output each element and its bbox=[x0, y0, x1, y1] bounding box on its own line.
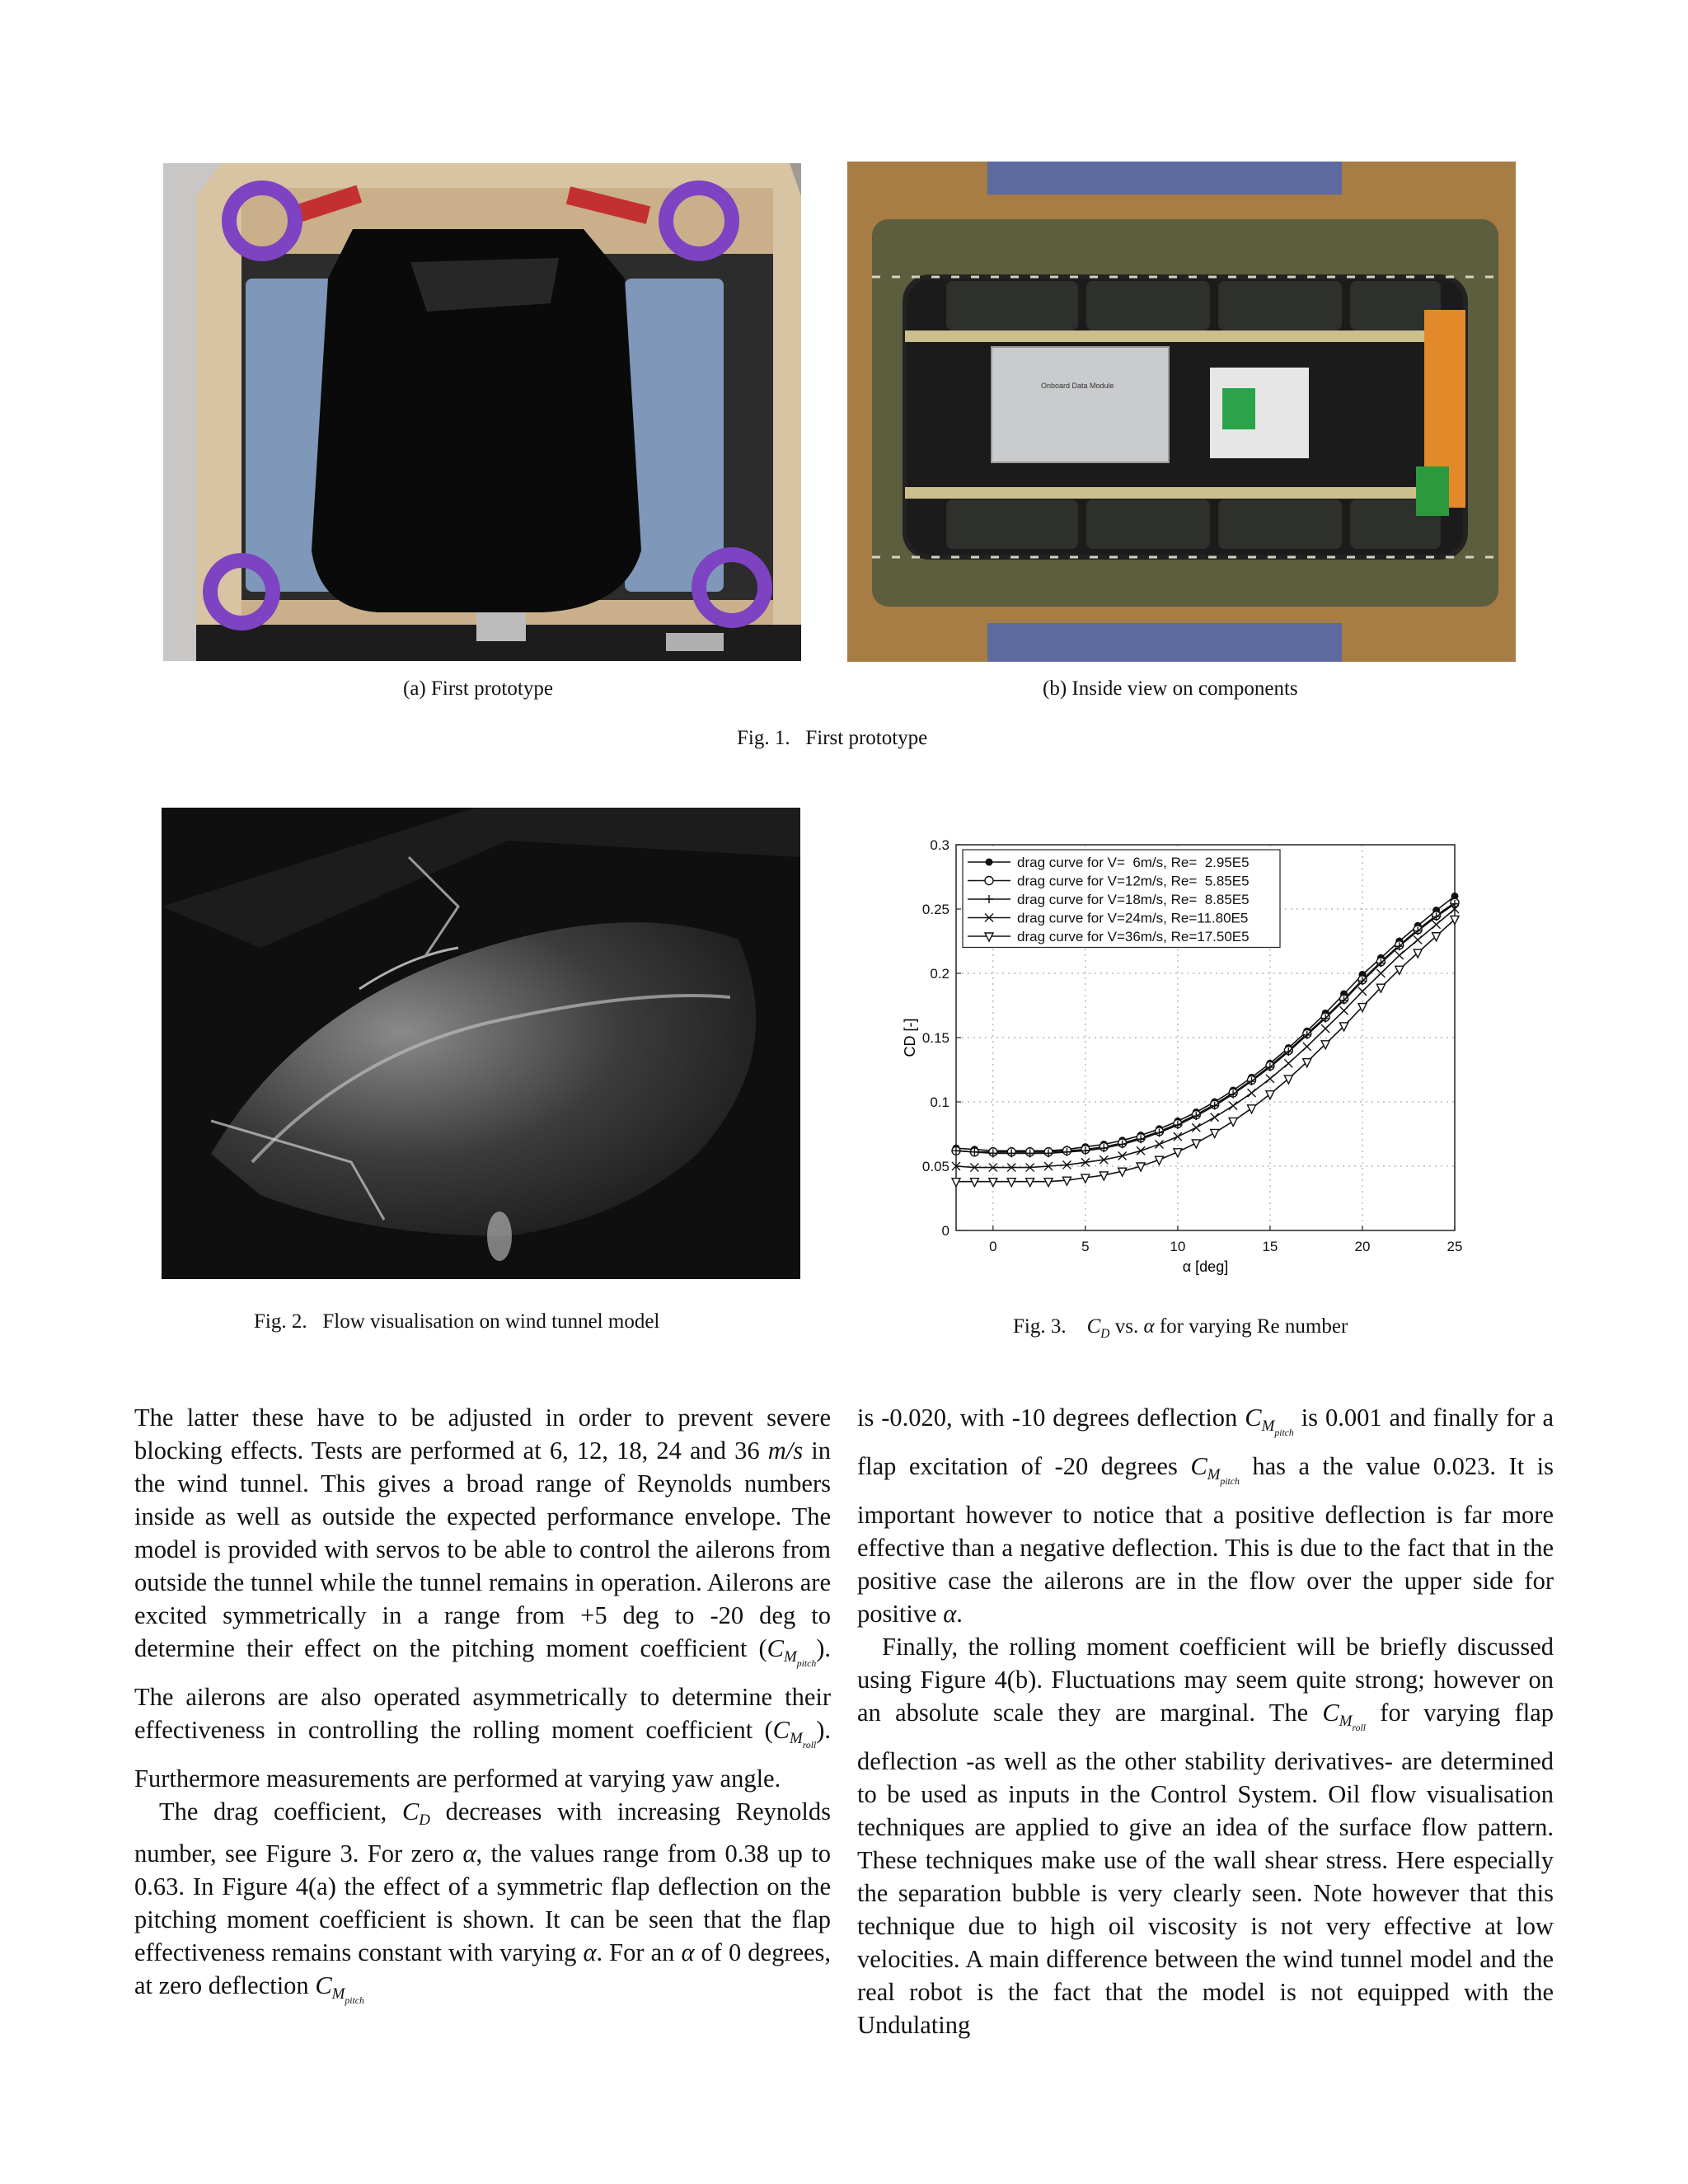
module-label: Onboard Data Module bbox=[1041, 382, 1114, 390]
data-point bbox=[1026, 1179, 1034, 1187]
data-point bbox=[1432, 933, 1441, 941]
figure-3-caption-vs: vs. bbox=[1114, 1315, 1139, 1338]
x-tick-label: 0 bbox=[989, 1239, 997, 1254]
figure-3-caption-prefix: Fig. 3. bbox=[1013, 1315, 1067, 1338]
x-tick-label: 25 bbox=[1447, 1239, 1463, 1254]
figure-3-chart bbox=[898, 828, 1492, 1290]
data-point bbox=[1358, 987, 1367, 996]
data-point bbox=[1248, 1105, 1256, 1113]
data-point bbox=[1303, 1043, 1311, 1051]
legend-label: drag curve for V= 6m/s, Re= 2.95E5 bbox=[1017, 855, 1250, 870]
figure-1b-caption: (b) Inside view on components bbox=[1043, 677, 1298, 700]
data-point bbox=[1321, 1024, 1329, 1033]
figure-3-caption-cd: $C_D$ bbox=[1086, 1315, 1110, 1341]
cm-roll-symbol: $C_{M_{roll}}$ bbox=[772, 1716, 817, 1750]
figure-3-caption-rest: for varying Re number bbox=[1159, 1315, 1348, 1338]
cm-pitch-symbol: $C_{M_{pitch}}$ bbox=[767, 1634, 817, 1669]
y-tick-label: 0.2 bbox=[930, 966, 950, 982]
data-point bbox=[1155, 1140, 1163, 1148]
x-tick-label: 5 bbox=[1081, 1239, 1090, 1254]
data-point bbox=[985, 877, 993, 885]
y-tick-label: 0.25 bbox=[921, 902, 950, 917]
alpha-symbol: α bbox=[943, 1600, 957, 1628]
cm-roll-symbol: $C_{M_{roll}}$ bbox=[1322, 1699, 1367, 1733]
data-point bbox=[970, 1179, 978, 1187]
data-point bbox=[1432, 921, 1441, 929]
y-tick-label: 0.05 bbox=[921, 1159, 950, 1174]
cm-pitch-symbol: $C_{M_{pitch}}$ bbox=[1245, 1404, 1294, 1438]
y-tick-label: 0.15 bbox=[921, 1030, 950, 1046]
figure-1a-photo bbox=[163, 163, 801, 661]
cd-symbol: $C_D$ bbox=[401, 1797, 430, 1829]
data-point bbox=[1451, 916, 1459, 924]
figure-2-photo bbox=[162, 808, 800, 1279]
data-point bbox=[1137, 1146, 1145, 1155]
alpha-symbol: α bbox=[583, 1938, 597, 1966]
data-point bbox=[1414, 949, 1422, 958]
y-tick-label: 0.1 bbox=[930, 1094, 950, 1110]
legend-label: drag curve for V=12m/s, Re= 5.85E5 bbox=[1017, 873, 1250, 889]
data-point bbox=[1229, 1102, 1237, 1110]
left-text-column bbox=[134, 1401, 831, 2018]
data-point bbox=[1303, 1059, 1311, 1067]
data-point bbox=[1044, 1179, 1053, 1187]
data-point bbox=[986, 859, 993, 866]
x-axis-label: α [deg] bbox=[1182, 1258, 1229, 1275]
figure-1-caption: Fig. 1. First prototype bbox=[737, 727, 928, 749]
data-point bbox=[989, 1179, 997, 1187]
prototype-case-illustration bbox=[163, 163, 801, 661]
cm-pitch-symbol: $C_{M_{pitch}}$ bbox=[1190, 1452, 1240, 1487]
right-text-column bbox=[857, 1401, 1554, 2041]
data-point bbox=[1284, 1076, 1292, 1084]
y-axis-label: CD [-] bbox=[902, 1018, 918, 1057]
data-point bbox=[1192, 1123, 1200, 1132]
data-point bbox=[952, 1179, 960, 1187]
left-paragraph-2: The drag coefficient, $C_D$ decreases with increasing Reynolds number, see Figure 3. For zero α, the values range from 0.38 up to 0.63. In Figure 4(a) the effect of a symmetric flap deflection on the pitching moment coefficient is shown. It can be seen that the flap effectiveness remains constant with varying α. For an α of 0 degrees, at zero deflection $C_{M_{pitch}}$ bbox=[134, 1797, 832, 2006]
figure-2-caption: Fig. 2. Flow visualisation on wind tunnel model bbox=[254, 1310, 660, 1333]
legend-label: drag curve for V=18m/s, Re= 8.85E5 bbox=[1017, 892, 1250, 907]
velocity-unit: m/s bbox=[767, 1436, 804, 1465]
data-point bbox=[1414, 935, 1422, 944]
x-tick-label: 10 bbox=[1170, 1239, 1186, 1254]
data-point bbox=[1007, 1179, 1015, 1187]
data-point bbox=[1340, 1006, 1348, 1015]
data-point bbox=[1266, 1091, 1274, 1099]
legend-label: drag curve for V=24m/s, Re=11.80E5 bbox=[1017, 910, 1249, 926]
data-point bbox=[1284, 1059, 1292, 1067]
data-point bbox=[1395, 951, 1404, 959]
cm-pitch-symbol: $C_{M_{pitch}}$ bbox=[315, 1971, 364, 2006]
y-tick-label: 0 bbox=[941, 1223, 950, 1239]
figure-1b-photo bbox=[847, 162, 1516, 662]
figure-3-caption bbox=[1013, 1315, 1348, 1342]
alpha-symbol: α bbox=[681, 1938, 695, 1966]
flow-visualisation-illustration bbox=[162, 808, 800, 1279]
data-point bbox=[1321, 1041, 1329, 1049]
left-paragraph-1: The latter these have to be adjusted in order to prevent severe blocking effects. Tests are performed at 6, 12, 18, 24 and 36 m/s in the wind tunnel. This gives a broad range of Reynolds numbers inside as well as outside the expected performance envelope. The model is provided with servos to be able to control the ailerons from outside the tunnel while the tunnel remains in operation. Ailerons are excited symmetrically in a range from +5 deg to -20 deg to determine their effect on the pitching moment coefficient $(C_{M_{pitch}})$. The ailerons are also operated asymmetrically to determine their effectiveness in controlling the rolling moment coefficient $(C_{M_{roll}})$. Furthermore measurements are performed at varying yaw angle. bbox=[134, 1404, 832, 1793]
alpha-symbol: α bbox=[462, 1840, 476, 1868]
figure-3-caption-alpha: α bbox=[1143, 1315, 1155, 1338]
x-tick-label: 15 bbox=[1262, 1239, 1278, 1254]
right-paragraph-1: is -0.020, with -10 degrees deflection $C_{M_{pitch}}$ is 0.001 and finally for a flap excitation of -20 degrees $C_{M_{pitch}}$ has a the value 0.023. It is important however to notice that a positive deflection is far more effective than a negative deflection. This is due to the fact that in the positive case the ailerons are in the flow over the upper side for positive α. bbox=[857, 1404, 1554, 1628]
figure-1a-caption: (a) First prototype bbox=[403, 677, 553, 700]
data-point bbox=[1211, 1113, 1219, 1122]
x-tick-label: 20 bbox=[1354, 1239, 1371, 1254]
data-point bbox=[1229, 1118, 1237, 1126]
right-paragraph-2: Finally, the rolling moment coefficient will be briefly discussed using Figure 4(b). Fluctuations may seem quite strong; however on an absolute scale they are marginal. The $C_{M_{roll}}$ for varying flap deflection -as well as the other stability derivatives- are determined to be used as inputs in the Control System. Oil flow visualisation techniques are applied to give an idea of the surface flow pattern. These techniques make use of the wall shear stress. Here especially the separation bubble is very clearly seen. Note however that this technique due to high oil viscosity is not very effective at low velocities. A main difference between the wind tunnel model and the real robot is the fact that the model is not equipped with the Undulating bbox=[857, 1633, 1554, 2039]
chart-legend bbox=[963, 850, 1280, 948]
components-illustration bbox=[847, 162, 1516, 662]
y-tick-label: 0.3 bbox=[930, 837, 950, 853]
legend-label: drag curve for V=36m/s, Re=17.50E5 bbox=[1017, 929, 1250, 944]
data-point bbox=[1248, 1089, 1256, 1097]
